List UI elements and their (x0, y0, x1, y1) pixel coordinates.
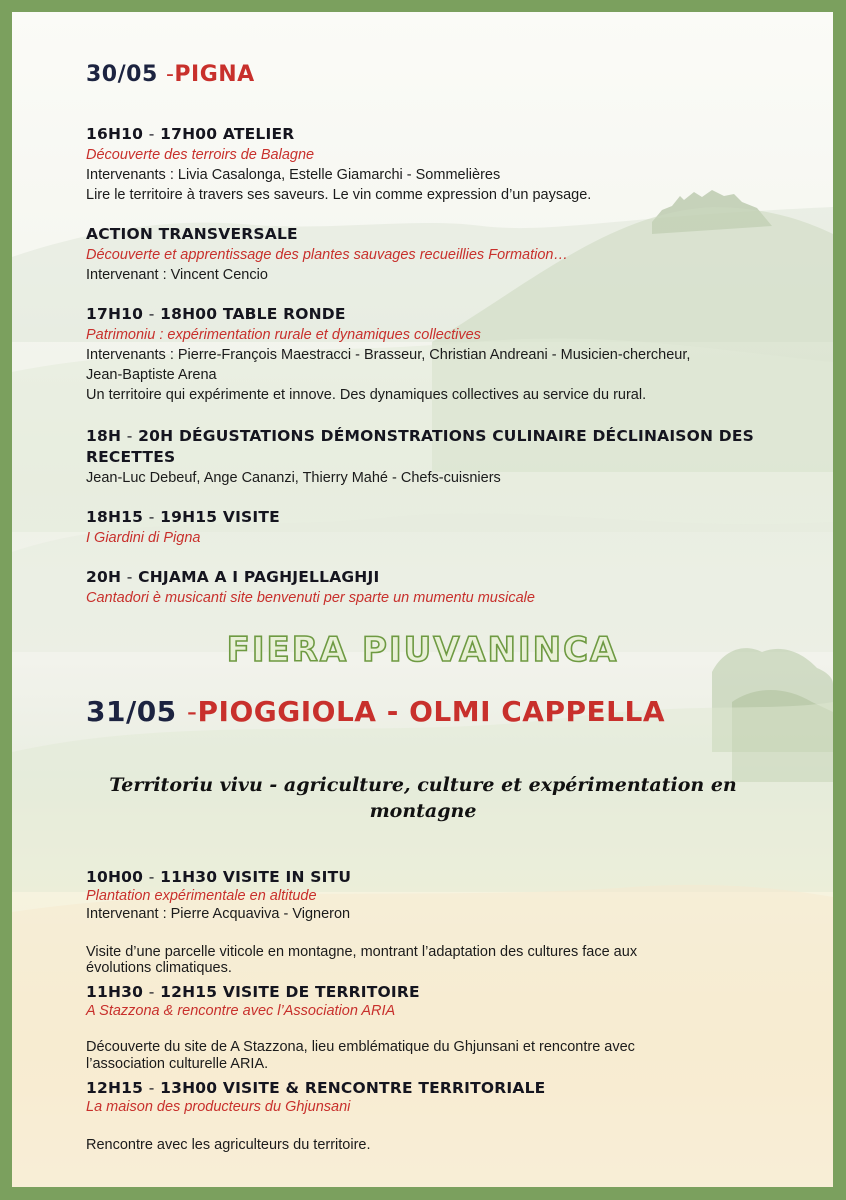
event-title: 18H15 - 19H15 VISITE (86, 508, 280, 526)
event-description: Rencontre avec les agriculteurs du territoire. (86, 1137, 371, 1153)
day-header (86, 695, 665, 728)
day-header (86, 62, 255, 87)
event-title: 16H10 - 17H00 ATELIER (86, 125, 295, 143)
event-subtitle: Découverte des terroirs de Balagne (86, 147, 315, 163)
event-description-cont: l’association culturelle ARIA. (86, 1056, 269, 1072)
event-subtitle: Patrimoniu : expérimentation rurale et dynamiques collectives (86, 327, 481, 343)
event-title: 11H30 - 12H15 VISITE DE TERRITOIRE (86, 983, 420, 1001)
event-title: 12H15 - 13H00 VISITE & RENCONTRE TERRITORIALE (86, 1079, 546, 1097)
event-rencontre-territoriale (86, 1078, 776, 1155)
event-title: ACTION TRANSVERSALE (86, 225, 298, 243)
separator: - (165, 62, 175, 87)
event-degustations (86, 426, 776, 488)
event-table-ronde (86, 304, 776, 405)
event-description: Découverte du site de A Stazzona, lieu emblématique du Ghjunsani et rencontre avec (86, 1039, 635, 1055)
day-place: PIGNA (174, 62, 255, 87)
event-title: 20H - CHJAMA A I PAGHJELLAGHJI (86, 568, 380, 586)
fiera-title: FIERA PIUVANINCA (226, 630, 619, 670)
event-speakers: Intervenant : Vincent Cencio (86, 267, 268, 283)
event-description: Un territoire qui expérimente et innove. Des dynamiques collectives au service du rural. (86, 387, 647, 403)
event-subtitle: Cantadori è musicanti site benvenuti per sparte un mumentu musicale (86, 590, 535, 606)
event-speakers: Intervenant : Pierre Acquaviva - Vigneron (86, 906, 351, 922)
day-date: 31/05 (86, 695, 177, 728)
event-description: Visite d’une parcelle viticole en montagne, montrant l’adaptation des cultures face aux (86, 944, 638, 960)
day-theme: Territoriu vivu - agriculture, culture et expérimentation en montagne (109, 774, 737, 822)
day-date: 30/05 (86, 62, 158, 87)
event-atelier (86, 124, 776, 205)
separator: - (186, 695, 198, 728)
event-title: 17H10 - 18H00 TABLE RONDE (86, 305, 346, 323)
event-subtitle: I Giardini di Pigna (86, 530, 201, 546)
event-description-cont: évolutions climatiques. (86, 960, 232, 976)
event-description: Lire le territoire à travers ses saveurs. Le vin comme expression d’un paysage. (86, 187, 592, 203)
event-action-transversale (86, 224, 776, 285)
event-visite-in-situ (86, 867, 776, 976)
event-speakers: Intervenants : Livia Casalonga, Estelle Giamarchi - Sommelières (86, 167, 501, 183)
event-subtitle: Découverte et apprentissage des plantes sauvages recueillies Formation… (86, 247, 568, 263)
event-visite-territoire (86, 982, 776, 1073)
event-visite-giardini (86, 507, 776, 548)
event-chjama (86, 567, 776, 608)
event-title-cont: RECETTES (86, 448, 176, 466)
event-title: 18H - 20H DÉGUSTATIONS DÉMONSTRATIONS CULINAIRE DÉCLINAISON DES (86, 427, 755, 445)
event-subtitle: A Stazzona & rencontre avec l’Association ARIA (86, 1003, 396, 1019)
event-speakers: Jean-Luc Debeuf, Ange Cananzi, Thierry Mahé - Chefs-cuisniers (86, 470, 501, 486)
event-speakers: Intervenants : Pierre-François Maestracci - Brasseur, Christian Andreani - Musicien-chercheur, (86, 347, 691, 363)
program-page (12, 12, 833, 1187)
event-title: 10H00 - 11H30 VISITE IN SITU (86, 868, 352, 886)
day-place: PIOGGIOLA - OLMI CAPPELLA (197, 695, 665, 728)
event-subtitle: Plantation expérimentale en altitude (86, 888, 317, 904)
event-speakers-cont: Jean-Baptiste Arena (86, 367, 217, 383)
event-subtitle: La maison des producteurs du Ghjunsani (86, 1099, 351, 1115)
